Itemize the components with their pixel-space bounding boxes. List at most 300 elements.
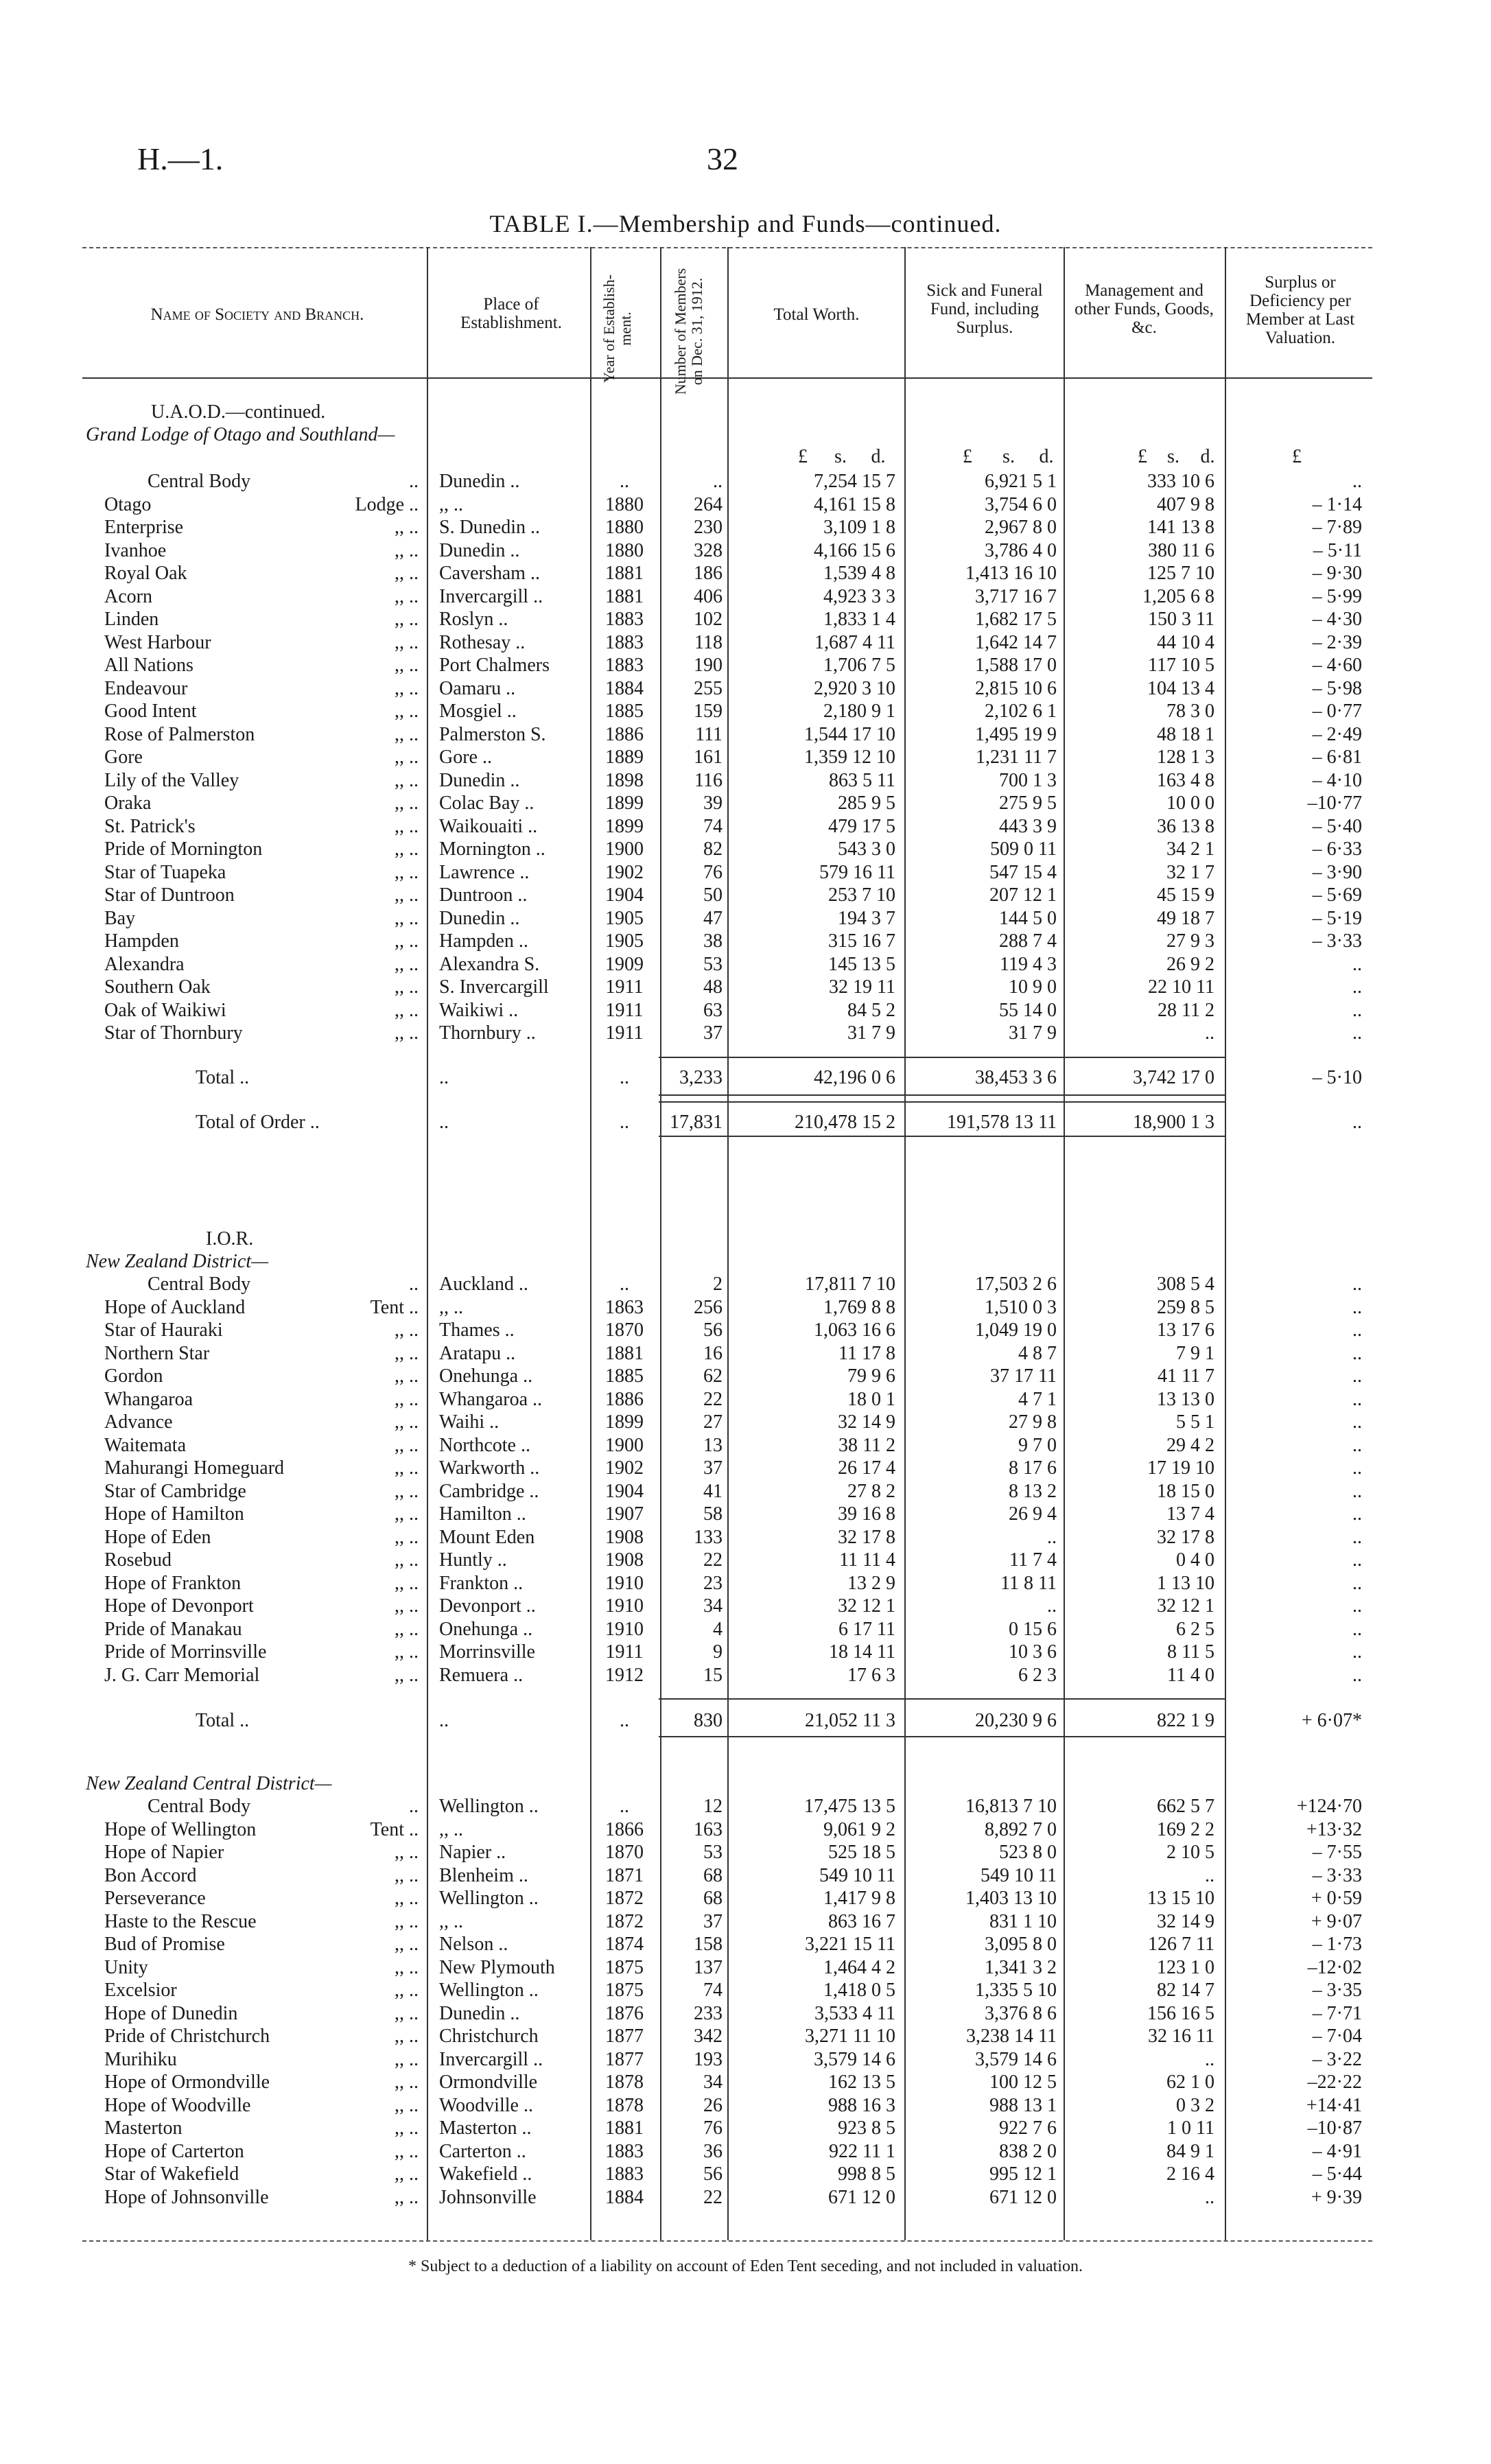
members: 36 xyxy=(703,2140,723,2162)
members: 39 xyxy=(703,793,723,814)
members: 50 xyxy=(703,884,723,906)
mgmt-funds: 18,900 1 3 xyxy=(1133,1112,1214,1133)
branch-name: Gore xyxy=(104,747,143,768)
mgmt-funds: 128 1 3 xyxy=(1157,747,1214,768)
total-rule xyxy=(659,1094,1225,1096)
surplus: – 5·10 xyxy=(1312,1067,1362,1088)
branch-kind: ,, .. xyxy=(395,1319,419,1341)
col-header-name: Name of Society and Branch. xyxy=(150,305,364,324)
place: Remuera .. xyxy=(439,1664,524,1686)
branch-kind: Lodge .. xyxy=(355,493,419,515)
year: 1910 xyxy=(605,1618,644,1640)
branch-kind: ,, .. xyxy=(395,1888,419,1909)
place: Thornbury .. xyxy=(439,1022,536,1044)
total-worth: 988 16 3 xyxy=(828,2094,895,2116)
surplus: .. xyxy=(1352,1595,1362,1617)
members: 58 xyxy=(703,1503,723,1525)
branch-kind: ,, .. xyxy=(395,1664,419,1686)
branch-kind: ,, .. xyxy=(395,884,419,906)
surplus: .. xyxy=(1352,1411,1362,1433)
total-worth: 17 6 3 xyxy=(847,1664,895,1686)
branch-kind: ,, .. xyxy=(395,2140,419,2162)
branch-kind: ,, .. xyxy=(395,677,419,699)
branch-kind: ,, .. xyxy=(395,517,419,538)
sick-fund: 1,413 16 10 xyxy=(965,563,1057,584)
year: 1881 xyxy=(605,1342,644,1364)
branch-name: Pride of Mornington xyxy=(104,838,263,860)
surplus: – 7·04 xyxy=(1312,2026,1362,2047)
members: 74 xyxy=(703,1980,723,2001)
page-number: 32 xyxy=(707,141,738,176)
place: Carterton .. xyxy=(439,2140,526,2162)
year: .. xyxy=(620,471,629,492)
sick-fund: 2,967 8 0 xyxy=(985,517,1057,538)
place: Ormondville xyxy=(439,2072,538,2093)
surplus: .. xyxy=(1352,1112,1362,1133)
members: 163 xyxy=(694,1818,723,1840)
total-worth: 39 16 8 xyxy=(838,1503,895,1525)
total-worth: 6 17 11 xyxy=(838,1618,895,1640)
members: 22 xyxy=(703,1549,723,1571)
mgmt-funds: 407 9 8 xyxy=(1157,493,1214,515)
total-worth: 27 8 2 xyxy=(847,1480,895,1502)
branch-name: Pride of Morrinsville xyxy=(104,1641,267,1663)
year: 1877 xyxy=(605,2048,644,2070)
total-worth: 38 11 2 xyxy=(838,1434,895,1456)
surplus: – 5·98 xyxy=(1312,677,1362,699)
place: Caversham .. xyxy=(439,563,540,584)
sick-fund: 16,813 7 10 xyxy=(965,1796,1057,1817)
branch-name: Lily of the Valley xyxy=(104,769,239,791)
branch-name: Hampden xyxy=(104,930,179,952)
place: Palmerston S. xyxy=(439,723,546,745)
place: Cambridge .. xyxy=(439,1480,539,1502)
surplus: –10·77 xyxy=(1307,793,1362,814)
year: .. xyxy=(620,1067,629,1088)
unit-shilling: s. xyxy=(834,446,847,467)
year: 1876 xyxy=(605,2002,644,2024)
total-worth: 162 13 5 xyxy=(828,2072,895,2093)
members: 158 xyxy=(694,1934,723,1955)
mgmt-funds: 32 1 7 xyxy=(1166,861,1214,883)
year: 1910 xyxy=(605,1572,644,1594)
sick-fund: 20,230 9 6 xyxy=(975,1710,1057,1731)
footnote: * Subject to a deduction of a liability on account of Eden Tent seceding, and not included in valuation. xyxy=(408,2257,1083,2275)
members: 830 xyxy=(694,1710,723,1731)
branch-kind: ,, .. xyxy=(395,1934,419,1955)
mgmt-funds: 17 19 10 xyxy=(1147,1457,1214,1479)
total-worth: 4,161 15 8 xyxy=(814,493,895,515)
branch-kind: ,, .. xyxy=(395,563,419,584)
total-worth: 998 8 5 xyxy=(838,2163,895,2185)
total-worth: 3,221 15 11 xyxy=(805,1934,895,1955)
year: 1883 xyxy=(605,655,644,676)
total-rule xyxy=(659,1136,1225,1137)
place: Rothesay .. xyxy=(439,631,526,653)
place: Frankton .. xyxy=(439,1572,524,1594)
year: 1871 xyxy=(605,1864,644,1886)
year: 1908 xyxy=(605,1526,644,1548)
members: 2 xyxy=(713,1274,723,1295)
total-rule xyxy=(659,1057,1225,1058)
branch-name: Alexandra xyxy=(104,953,185,975)
branch-kind: ,, .. xyxy=(395,1595,419,1617)
year: 1881 xyxy=(605,563,644,584)
total-worth: 7,254 15 7 xyxy=(814,471,895,492)
district-heading: New Zealand District— xyxy=(86,1251,269,1272)
col-header-year: Year of Establish-ment. xyxy=(600,274,634,383)
surplus: –22·22 xyxy=(1307,2072,1362,2093)
total-worth: 32 12 1 xyxy=(838,1595,895,1617)
branch-name: Northern Star xyxy=(104,1342,210,1364)
year: 1875 xyxy=(605,1980,644,2001)
total-worth: 1,706 7 5 xyxy=(823,655,895,676)
sick-fund: 671 12 0 xyxy=(989,2186,1057,2208)
unit-pence: d. xyxy=(1200,446,1215,467)
members: 15 xyxy=(703,1664,723,1686)
sick-fund: 8 13 2 xyxy=(1009,1480,1057,1502)
mgmt-funds: 48 18 1 xyxy=(1157,723,1214,745)
branch-kind: ,, .. xyxy=(395,1480,419,1502)
place: Waikiwi .. xyxy=(439,999,519,1021)
total-worth: 21,052 11 3 xyxy=(805,1710,895,1731)
branch-name: Bay xyxy=(104,907,136,929)
surplus: .. xyxy=(1352,471,1362,492)
sick-fund: 3,717 16 7 xyxy=(975,585,1057,607)
sick-fund: 4 8 7 xyxy=(1018,1342,1057,1364)
mgmt-funds: 28 11 2 xyxy=(1158,999,1214,1021)
total-worth: 42,196 0 6 xyxy=(814,1067,895,1088)
mgmt-funds: 2 10 5 xyxy=(1166,1842,1214,1863)
year: 1911 xyxy=(605,1022,644,1044)
mgmt-funds: 29 4 2 xyxy=(1166,1434,1214,1456)
total-worth: 32 17 8 xyxy=(838,1526,895,1548)
year: 1902 xyxy=(605,1457,644,1479)
members: 13 xyxy=(703,1434,723,1456)
total-worth: 18 14 11 xyxy=(829,1641,895,1663)
place: Whangaroa .. xyxy=(439,1388,543,1410)
year: 1900 xyxy=(605,838,644,860)
year: 1900 xyxy=(605,1434,644,1456)
total-worth: 84 5 2 xyxy=(847,999,895,1021)
year: 1889 xyxy=(605,747,644,768)
surplus: –12·02 xyxy=(1307,1956,1362,1978)
branch-kind: ,, .. xyxy=(395,838,419,860)
members: 22 xyxy=(703,1388,723,1410)
branch-name: Gordon xyxy=(104,1365,163,1387)
members: 255 xyxy=(694,677,723,699)
branch-name: Southern Oak xyxy=(104,976,211,998)
sick-fund: 1,341 3 2 xyxy=(985,1956,1057,1978)
total-worth: 1,544 17 10 xyxy=(804,723,895,745)
branch-kind: ,, .. xyxy=(395,1342,419,1364)
place: Woodville .. xyxy=(439,2094,533,2116)
total-worth: 922 11 1 xyxy=(829,2140,895,2162)
branch-name: Murihiku xyxy=(104,2048,177,2070)
members: 342 xyxy=(694,2026,723,2047)
mgmt-funds: 308 5 4 xyxy=(1157,1274,1214,1295)
mgmt-funds: 49 18 7 xyxy=(1157,907,1214,929)
branch-name: Hope of Ormondville xyxy=(104,2072,270,2093)
place: Dunedin .. xyxy=(439,907,520,929)
sick-fund: 3,095 8 0 xyxy=(985,1934,1057,1955)
branch-name: Endeavour xyxy=(104,677,188,699)
branch-kind: ,, .. xyxy=(395,539,419,561)
total-worth: 1,063 16 6 xyxy=(814,1319,895,1341)
mgmt-funds: 78 3 0 xyxy=(1166,701,1214,722)
mgmt-funds: 34 2 1 xyxy=(1166,838,1214,860)
surplus: .. xyxy=(1352,1480,1362,1502)
members: 12 xyxy=(703,1796,723,1817)
surplus: – 5·40 xyxy=(1312,815,1362,837)
members: 34 xyxy=(703,1595,723,1617)
branch-kind: ,, .. xyxy=(395,2094,419,2116)
sick-fund: 8 17 6 xyxy=(1009,1457,1057,1479)
members: 159 xyxy=(694,701,723,722)
place: S. Invercargill xyxy=(439,976,549,998)
branch-name: Linden xyxy=(104,609,159,630)
year: 1886 xyxy=(605,1388,644,1410)
year: 1883 xyxy=(605,609,644,630)
surplus: – 2·49 xyxy=(1312,723,1362,745)
year: 1907 xyxy=(605,1503,644,1525)
total-label: Total .. xyxy=(196,1710,250,1731)
surplus: – 5·69 xyxy=(1312,884,1362,906)
total-worth: 4,923 3 3 xyxy=(823,585,895,607)
mgmt-funds: 169 2 2 xyxy=(1157,1818,1214,1840)
members: 56 xyxy=(703,2163,723,2185)
place: Mornington .. xyxy=(439,838,545,860)
branch-kind: ,, .. xyxy=(395,1434,419,1456)
surplus: + 6·07* xyxy=(1301,1710,1362,1731)
unit-pence: d. xyxy=(1039,446,1054,467)
surplus: .. xyxy=(1352,1274,1362,1295)
place: Northcote .. xyxy=(439,1434,530,1456)
unit-pound: £ xyxy=(1138,446,1147,467)
sick-fund: 9 7 0 xyxy=(1018,1434,1057,1456)
branch-name: Whangaroa xyxy=(104,1388,193,1410)
sick-fund: 6 2 3 xyxy=(1018,1664,1057,1686)
branch-name: Star of Thornbury xyxy=(104,1022,243,1044)
mgmt-funds: 44 10 4 xyxy=(1157,631,1214,653)
total-worth: 210,478 15 2 xyxy=(795,1112,895,1133)
members: 193 xyxy=(694,2048,723,2070)
members: 118 xyxy=(694,631,723,653)
mgmt-funds: 8 11 5 xyxy=(1167,1641,1214,1663)
total-worth: 2,180 9 1 xyxy=(823,701,895,722)
branch-name: Bon Accord xyxy=(104,1864,197,1886)
year: .. xyxy=(620,1112,629,1133)
sick-fund: 10 3 6 xyxy=(1009,1641,1057,1663)
branch-kind: .. xyxy=(409,1796,419,1817)
surplus: .. xyxy=(1352,1641,1362,1663)
branch-name: J. G. Carr Memorial xyxy=(104,1664,260,1686)
members: 76 xyxy=(703,861,723,883)
mgmt-funds: 27 9 3 xyxy=(1166,930,1214,952)
branch-kind: ,, .. xyxy=(395,701,419,722)
mgmt-funds: 32 12 1 xyxy=(1157,1595,1214,1617)
unit-pound: £ xyxy=(798,446,808,467)
place: Napier .. xyxy=(439,1842,506,1863)
sick-fund: 275 9 5 xyxy=(999,793,1057,814)
branch-kind: ,, .. xyxy=(395,747,419,768)
mgmt-funds: 117 10 5 xyxy=(1148,655,1214,676)
surplus: + 0·59 xyxy=(1311,1888,1362,1909)
sick-fund: 547 15 4 xyxy=(989,861,1057,883)
year: 1898 xyxy=(605,769,644,791)
year: 1877 xyxy=(605,2026,644,2047)
total-worth: 11 17 8 xyxy=(838,1342,895,1364)
members: 37 xyxy=(703,1457,723,1479)
mgmt-funds: 822 1 9 xyxy=(1157,1710,1214,1731)
sick-fund: 288 7 4 xyxy=(999,930,1057,952)
col-header-place: Place of Establishment. xyxy=(460,295,562,332)
branch-name: Hope of Devonport xyxy=(104,1595,254,1617)
place: Colac Bay .. xyxy=(439,793,535,814)
place: .. xyxy=(439,1067,449,1088)
branch-kind: ,, .. xyxy=(395,1022,419,1044)
members: 190 xyxy=(694,655,723,676)
mgmt-funds: 150 3 11 xyxy=(1148,609,1214,630)
place: Masterton .. xyxy=(439,2117,532,2139)
place: Oamaru .. xyxy=(439,677,516,699)
place: Warkworth .. xyxy=(439,1457,540,1479)
year: 1902 xyxy=(605,861,644,883)
branch-kind: ,, .. xyxy=(395,976,419,998)
sick-fund: 988 13 1 xyxy=(989,2094,1057,2116)
members: 37 xyxy=(703,1022,723,1044)
branch-kind: ,, .. xyxy=(395,655,419,676)
total-worth: 579 16 11 xyxy=(819,861,895,883)
total-worth: 1,417 9 8 xyxy=(823,1888,895,1909)
branch-kind: ,, .. xyxy=(395,769,419,791)
mgmt-funds: 163 4 8 xyxy=(1157,769,1214,791)
members: 76 xyxy=(703,2117,723,2139)
total-worth: 194 3 7 xyxy=(838,907,895,929)
year: 1910 xyxy=(605,1595,644,1617)
mgmt-funds: 380 11 6 xyxy=(1148,539,1214,561)
members: 256 xyxy=(694,1296,723,1318)
branch-name: Central Body xyxy=(148,1274,251,1295)
total-rule xyxy=(659,1698,1225,1700)
branch-name: Star of Wakefield xyxy=(104,2163,239,2185)
mgmt-funds: 141 13 8 xyxy=(1147,517,1214,538)
year: 1905 xyxy=(605,907,644,929)
place: Johnsonville xyxy=(439,2186,537,2208)
sick-fund: 207 12 1 xyxy=(989,884,1057,906)
branch-kind: ,, .. xyxy=(395,793,419,814)
branch-name: Unity xyxy=(104,1956,148,1978)
total-label: Total .. xyxy=(196,1067,250,1088)
year: 1909 xyxy=(605,953,644,975)
society-heading-text: U.A.O.D.—continued. xyxy=(151,401,326,423)
place: ,, .. xyxy=(439,1296,463,1318)
year: 1904 xyxy=(605,1480,644,1502)
sick-fund: 31 7 9 xyxy=(1009,1022,1057,1044)
year: 1886 xyxy=(605,723,644,745)
mgmt-funds: 62 1 0 xyxy=(1166,2072,1214,2093)
members: 230 xyxy=(694,517,723,538)
branch-name: Mahurangi Homeguard xyxy=(104,1457,285,1479)
sick-fund: 119 4 3 xyxy=(1000,953,1057,975)
mgmt-funds: 13 13 0 xyxy=(1157,1388,1214,1410)
sick-fund: 549 10 11 xyxy=(981,1864,1057,1886)
branch-kind: ,, .. xyxy=(395,930,419,952)
surplus: – 7·89 xyxy=(1312,517,1362,538)
sick-fund: 11 8 11 xyxy=(1000,1572,1057,1594)
mgmt-funds: 10 0 0 xyxy=(1166,793,1214,814)
branch-name: Advance xyxy=(104,1411,173,1433)
branch-kind: ,, .. xyxy=(395,1388,419,1410)
mgmt-funds: 3,742 17 0 xyxy=(1133,1067,1214,1088)
members: 56 xyxy=(703,1319,723,1341)
surplus: – 3·33 xyxy=(1312,930,1362,952)
sick-fund: 4 7 1 xyxy=(1018,1388,1057,1410)
members: 68 xyxy=(703,1888,723,1909)
total-worth: 32 19 11 xyxy=(829,976,895,998)
total-label: Total of Order .. xyxy=(196,1112,320,1133)
unit-pound: £ xyxy=(1292,446,1302,467)
sick-fund: 6,921 5 1 xyxy=(985,471,1057,492)
mgmt-funds: 32 17 8 xyxy=(1157,1526,1214,1548)
total-worth: 1,539 4 8 xyxy=(823,563,895,584)
members: 9 xyxy=(713,1641,723,1663)
branch-kind: ,, .. xyxy=(395,2163,419,2185)
mgmt-funds: 1,205 6 8 xyxy=(1142,585,1214,607)
year: 1911 xyxy=(605,976,644,998)
sick-fund: 3,754 6 0 xyxy=(985,493,1057,515)
year: 1884 xyxy=(605,677,644,699)
members: 34 xyxy=(703,2072,723,2093)
surplus: – 9·30 xyxy=(1312,563,1362,584)
total-worth: 9,061 9 2 xyxy=(823,1818,895,1840)
members: 111 xyxy=(695,723,723,745)
mgmt-funds: 125 7 10 xyxy=(1147,563,1214,584)
mgmt-funds: 13 7 4 xyxy=(1166,1503,1214,1525)
sick-fund: 509 0 11 xyxy=(990,838,1057,860)
branch-kind: ,, .. xyxy=(395,631,419,653)
year: 1912 xyxy=(605,1664,644,1686)
branch-name: Rose of Palmerston xyxy=(104,723,255,745)
mgmt-funds: 662 5 7 xyxy=(1157,1796,1214,1817)
total-worth: 17,475 13 5 xyxy=(804,1796,895,1817)
surplus: – 5·99 xyxy=(1312,585,1362,607)
sick-fund: 0 15 6 xyxy=(1009,1618,1057,1640)
table-bottom-rule xyxy=(82,2240,1372,2242)
place: Wellington .. xyxy=(439,1888,539,1909)
total-worth: 1,359 12 10 xyxy=(804,747,895,768)
col-header-surplus: Surplus or Deficiency per Member at Last Valuation. xyxy=(1245,273,1355,347)
total-worth: 253 7 10 xyxy=(828,884,895,906)
surplus: – 3·35 xyxy=(1312,1980,1362,2001)
place: Duntroon .. xyxy=(439,884,528,906)
members: 22 xyxy=(703,2186,723,2208)
mgmt-funds: 82 14 7 xyxy=(1157,1980,1214,2001)
surplus: – 4·30 xyxy=(1312,609,1362,630)
branch-kind: ,, .. xyxy=(395,953,419,975)
surplus: .. xyxy=(1352,1319,1362,1341)
place: New Plymouth xyxy=(439,1956,555,1978)
society-heading: I.O.R. xyxy=(206,1228,254,1249)
sick-fund: 27 9 8 xyxy=(1009,1411,1057,1433)
year: 1881 xyxy=(605,585,644,607)
sick-fund: 995 12 1 xyxy=(989,2163,1057,2185)
table-title: TABLE I.—Membership and Funds—continued. xyxy=(489,210,1002,237)
branch-kind: Tent .. xyxy=(370,1818,419,1840)
sick-fund: 26 9 4 xyxy=(1009,1503,1057,1525)
branch-kind: ,, .. xyxy=(395,1980,419,2001)
sick-fund: 3,579 14 6 xyxy=(975,2048,1057,2070)
